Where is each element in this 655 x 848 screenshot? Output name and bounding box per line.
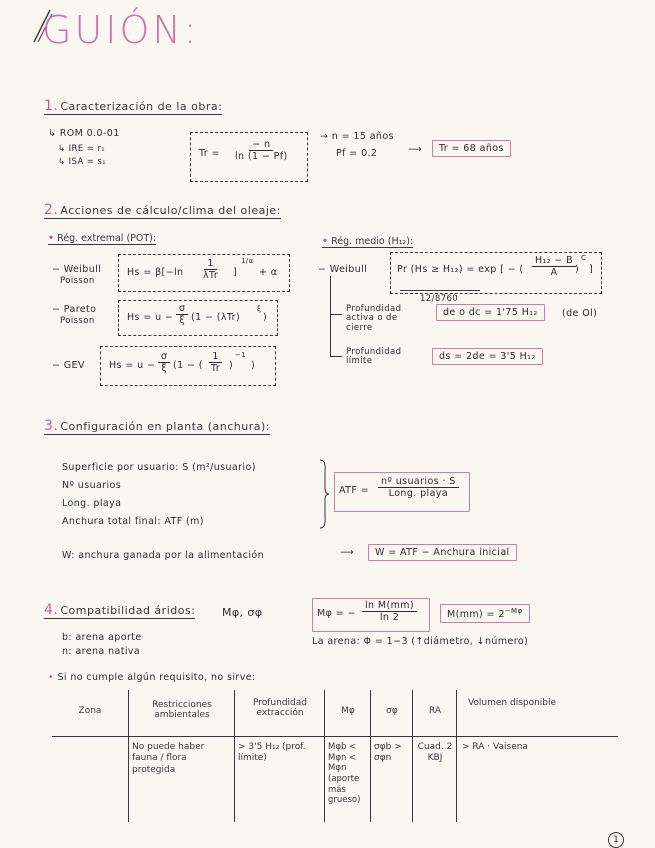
section-3-title: Configuración en planta (anchura):: [60, 420, 270, 433]
result-arrow: ⟶: [408, 144, 423, 155]
section-4-heading: [44, 602, 195, 619]
section-1-title: Caracterización de la obra:: [60, 100, 223, 113]
medium-regime-text: Rég. medio (H₁₂):: [331, 236, 414, 247]
rule-note-text: Si no cumple algún requisito, no sirve:: [57, 672, 256, 683]
section-2-heading: [44, 202, 281, 219]
medio-formula-b: ): [575, 264, 580, 275]
cell-volumen: > RA · Vaisena: [462, 742, 528, 752]
mphi-num: ln M(mm): [362, 600, 417, 612]
pareto-label: − Pareto: [52, 304, 97, 315]
pareto-formula: [118, 300, 278, 336]
atf-num: nº usuarios · S: [378, 476, 459, 488]
atf-formula: [334, 472, 470, 512]
weibull-den: λTr: [203, 270, 219, 281]
weibull-fraction: [200, 258, 221, 281]
col-divider-6: [456, 690, 457, 822]
gev-inner-fraction: [208, 351, 223, 374]
gev-exp: −1: [235, 351, 247, 359]
b-definition: b: arena aporte: [62, 632, 142, 643]
weibull-label: − Weibull: [52, 264, 102, 275]
isa-line: ↳ ISA = s₁: [58, 157, 107, 167]
page-number: 1: [608, 832, 624, 848]
medio-fraction: [532, 255, 576, 278]
rule-note: • Si no cumple algún requisito, no sirve:: [48, 672, 256, 683]
medio-fraction-rule: [400, 290, 480, 291]
section-4-title: Compatibilidad áridos:: [60, 604, 196, 617]
section-4-number: 4.: [44, 602, 59, 618]
section-1-heading: [44, 98, 222, 115]
tr-numerator: − n: [249, 139, 273, 151]
weibull-exp: 1/α: [241, 257, 254, 265]
arena-note: La arena: Φ = 1−3 (↑diámetro, ↓número): [312, 636, 529, 647]
prof-activo-c: cierre: [346, 322, 373, 333]
header-sigma: σφ: [386, 706, 398, 716]
gev-fraction: [158, 351, 170, 374]
mphi-den: ln 2: [379, 612, 400, 623]
n-definition: n: arena nativa: [62, 646, 141, 657]
branch-tick-1: [330, 314, 342, 315]
header-zona: Zona: [78, 706, 102, 716]
n-text: n = 15 años: [331, 131, 394, 142]
return-period-formula: [190, 132, 308, 182]
section-4-symbols: Mφ, σφ: [222, 606, 263, 619]
medium-regime-title: • Rég. medio (H₁₂):: [322, 236, 414, 247]
section-3-number: 3.: [44, 418, 59, 434]
tr-fraction: [232, 139, 291, 162]
prof-activo-result: de o dc = 1'75 H₁₂: [436, 304, 545, 321]
ire-text: IRE = r₁: [68, 144, 106, 154]
extremal-regime-text: Rég. extremal (POT):: [57, 233, 157, 244]
prof-activo-a: Profundidad: [346, 304, 402, 314]
tr-denominator: ln (1 − Pf): [235, 151, 288, 162]
weibull-formula-b: ]: [233, 267, 238, 278]
medio-formula-c: ]: [589, 264, 594, 275]
usage-line-4: Anchura total final: ATF (m): [62, 516, 204, 527]
prof-activo-note: (de Ol): [562, 308, 598, 319]
weibull-num: 1: [204, 258, 216, 270]
n-value: → n = 15 años: [320, 131, 394, 142]
table-header-rule: [52, 736, 618, 737]
medio-den: A: [550, 267, 558, 278]
cell-ra: Cuad. 2 KBJ: [417, 742, 453, 764]
brace-icon: [318, 458, 330, 530]
mmm-formula: [440, 604, 530, 623]
prof-limite-result: ds = 2de = 3'5 H₁₂: [432, 348, 543, 365]
cell-mphi: Mφb < Mφn < Mφn (aporte más grueso): [328, 742, 361, 806]
pareto-formula-b: (1 − (λTr): [191, 312, 241, 323]
mmm-exp: −Mφ: [504, 607, 523, 615]
pareto-tail: ): [263, 312, 268, 323]
col-divider-5: [412, 690, 413, 822]
usage-line-3: Long. playa: [62, 498, 122, 509]
header-profundidad: Profundidad extracción: [252, 698, 307, 719]
gev-inner-den: Tr: [211, 363, 221, 374]
mphi-lhs: Mφ = −: [317, 608, 356, 619]
ire-line: ↳ IRE = r₁: [58, 144, 106, 154]
weibull-sub: Poisson: [60, 276, 95, 286]
gev-inner-num: 1: [209, 351, 221, 363]
section-1-number: 1.: [44, 98, 59, 114]
brace: [318, 458, 330, 534]
prof-lim-b: límite: [346, 356, 373, 367]
cell-sigma: σφb > σφn: [374, 742, 402, 764]
section-3-heading: [44, 418, 270, 435]
prof-activo-b: activa o de: [346, 313, 398, 324]
mphi-fraction: [362, 600, 417, 623]
medio-num: H₁₂ − B: [532, 255, 576, 267]
atf-lhs: ATF =: [339, 485, 370, 496]
atf-den: Long. playa: [388, 488, 449, 499]
pf-value: Pf = 0.2: [336, 148, 378, 159]
pareto-formula-a: Hs = u −: [127, 312, 174, 323]
gev-den: ξ: [161, 363, 168, 374]
prof-lim-a: Profundidad: [346, 347, 402, 357]
medio-branch-line: [330, 276, 331, 356]
gev-formula-c: ): [229, 360, 234, 371]
medio-weibull-label: − Weibull: [318, 264, 368, 275]
branch-tick-2: [330, 356, 342, 357]
usage-line-1: Superficie por usuario: S (m²/usuario): [62, 462, 256, 473]
mphi-formula: [312, 598, 430, 632]
header-restricciones: Restricciones ambientales: [152, 700, 212, 721]
weibull-tail: + α: [259, 267, 278, 278]
rom-text: ROM 0.0-01: [59, 128, 120, 139]
w-arrow: ⟶: [340, 547, 355, 558]
prof-activo-label: [346, 305, 401, 333]
pareto-sub: Poisson: [60, 316, 95, 326]
col-divider-3: [324, 690, 325, 822]
gev-label: − GEV: [52, 360, 85, 371]
gev-num: σ: [158, 351, 170, 363]
pareto-den: ξ: [179, 315, 186, 326]
prof-limite-label: [346, 348, 401, 367]
rom-line: ↳ ROM 0.0-01: [48, 128, 120, 139]
gev-formula: [100, 346, 276, 386]
cell-restricciones: No puede haber fauna / flora protegida: [132, 742, 205, 775]
pareto-fraction: [176, 303, 188, 326]
gev-formula-a: Hs = u −: [109, 360, 156, 371]
atf-fraction: [378, 476, 459, 499]
w-result: W = ATF − Anchura inicial: [368, 544, 517, 561]
w-definition: W: anchura ganada por la alimentación: [62, 550, 264, 561]
weibull-formula: [118, 254, 290, 292]
gev-tail: ): [251, 360, 256, 371]
usage-line-2: Nº usuarios: [62, 480, 122, 491]
col-divider-4: [370, 690, 371, 822]
weibull-formula-a: Hs = β[−ln: [127, 267, 184, 278]
section-2-title: Acciones de cálculo/clima del oleaje:: [60, 204, 281, 217]
section-2-number: 2.: [44, 202, 59, 218]
medio-formula-a: Pr (Hs ≥ H₁₂) = exp [ − (: [397, 264, 524, 275]
medio-formula: [390, 252, 602, 294]
extremal-regime-title: • Rég. extremal (POT):: [48, 233, 157, 244]
cell-profundidad: > 3'5 H₁₂ (prof. límite): [238, 742, 306, 764]
header-mphi: Mφ: [341, 706, 355, 716]
return-period-result: Tr = 68 años: [432, 140, 511, 157]
mmm-lhs: M(mm) = 2: [447, 609, 505, 621]
medio-exp: C: [581, 254, 587, 262]
col-divider-2: [234, 690, 235, 822]
medio-fraction-note: 12/8760: [420, 294, 459, 304]
header-ra: RA: [428, 706, 442, 716]
requirements-table: [52, 690, 618, 822]
header-volumen: Volumen disponible: [467, 698, 557, 708]
isa-text: ISA = s₁: [68, 157, 107, 167]
pareto-num: σ: [176, 303, 188, 315]
pareto-exp: ξ: [257, 305, 262, 313]
page-title: GUIÓN:: [42, 8, 200, 52]
gev-formula-b: (1 − (: [173, 360, 203, 371]
col-divider-1: [128, 690, 129, 822]
tr-lhs: Tr =: [199, 148, 220, 159]
